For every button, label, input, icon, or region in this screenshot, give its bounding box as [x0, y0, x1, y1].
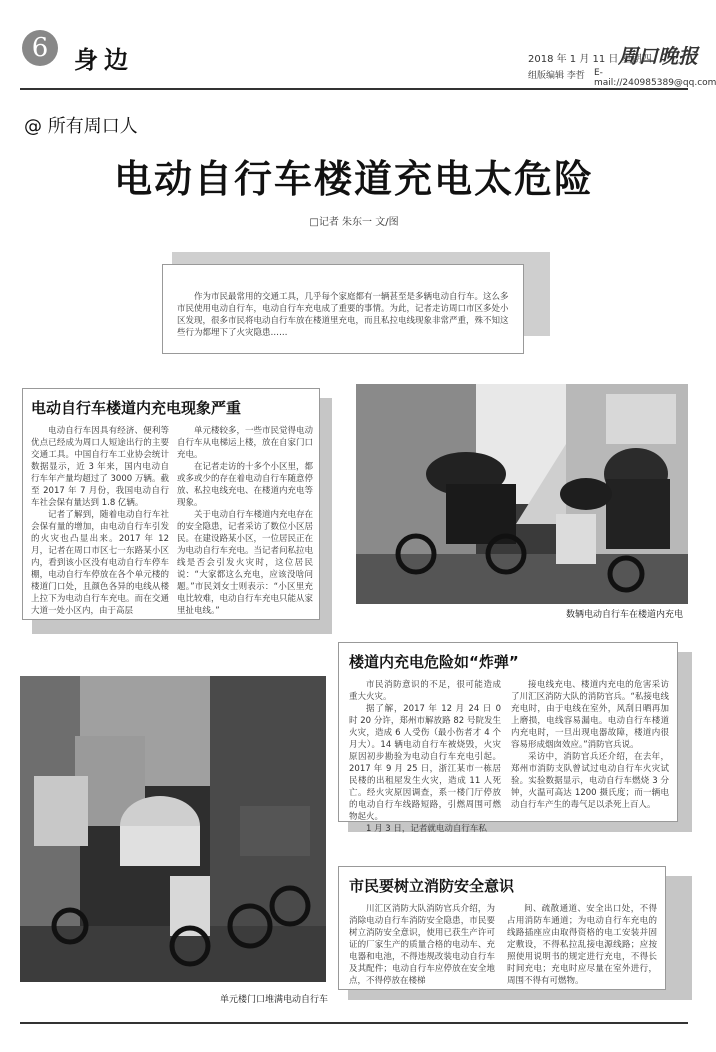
photo-illustration [356, 384, 688, 604]
paragraph: 在记者走访的十多个小区里，都或多或少的存在着电动自行车随意停放、私拉电线充电、在楼道内充电等现象。 [177, 462, 314, 508]
section2-col1 [349, 679, 501, 834]
lead-paragraph: 作为市民最常用的交通工具，几乎每个家庭都有一辆甚至是多辆电动自行车。这么多市民使用电动自行车，电动自行车充电成了重要的事情。为此，记者走访周口市区多处小区发现，很多市民将电动自行车放在楼道里充电，而且私拉电线现象非常严重，殊不知这些行为都埋下了火灾隐患…… [162, 264, 524, 354]
header-rule [20, 88, 688, 90]
editor-credit: 组版编辑 李哲 [528, 71, 585, 81]
paragraph: 1 月 3 日，记者就电动自行车私 [366, 824, 487, 834]
kicker: @ 所有周口人 [24, 116, 138, 137]
paragraph: 记者了解到，随着电动自行车社会保有量的增加，由电动自行车引发的火灾也凸显出来。2017 年 12 月，记者在周口市区七一东路某小区内，看到该小区没有电动自行车停车棚，电动自行车停放在各个单元楼的楼道门口处，且颜色各异的电线从楼上拉下为电动自行车充电。而在交通大道一处小区内，由于高层 [31, 510, 169, 616]
section1-title: 电动自行车楼道内充电现象严重 [31, 399, 242, 417]
paragraph: 单元楼较多，一些市民觉得电动自行车从电梯运上楼，放在自家门口充电。 [177, 426, 314, 460]
paper-logo: 周口晚报 [618, 44, 698, 68]
section-name: 身边 [74, 45, 134, 74]
paragraph: 电动自行车因具有经济、便利等优点已经成为周口人短途出行的主要交通工具。中国自行车工业协会统计数据显示，近 3 年来，国内电动自行车年产量均超过了 3000 万辆。截至 2017 年 7 月份，我国电动自行车社会保有量达到 1.8 亿辆。 [31, 426, 169, 508]
byline: □记者 朱东一 文/图 [309, 217, 399, 228]
paragraph: 关于电动自行车楼道内充电存在的安全隐患，记者采访了数位小区居民。在建设路某小区，一位居民正在为电动自行车充电。当记者问私拉电线是否会引发火灾时，这位居民说：“大家都这么充电，应该没啥问题。”市民刘女士则表示：“小区里充电比较难，电动自行车充电只能从家里扯电线。” [177, 510, 314, 616]
section3-col1 [349, 903, 495, 987]
photo1-caption: 数辆电动自行车在楼道内充电 [566, 610, 684, 620]
editor-email: E-mail://240985389@qq.com [594, 68, 716, 88]
paragraph: 川汇区消防大队消防官兵介绍，为消除电动自行车消防安全隐患，市民要树立消防安全意识，使用已获生产许可证的厂家生产的质量合格的电动车、充电器和电池，不得违规改装电动自行车及其配件；电动自行车应停放在安全地点，不得停放在楼梯 [349, 904, 495, 986]
photo-illustration [20, 676, 326, 982]
photo-scooters-entrance [20, 676, 326, 982]
section1-col2 [177, 425, 313, 615]
section3-box [338, 866, 666, 990]
paragraph: 据了解，2017 年 12 月 24 日 0 时 20 分许，郑州市解放路 82 号院发生火灾，造成 6 人受伤（最小伤者才 4 个月大）。14 辆电动自行车被烧毁，火灾原因初步勘验为电动自行车充电引起。2017 年 9 月 25 日，浙江某市一栋居民楼的出租屋发生火灾，造成 11 人死亡。经火灾原因调查，系一楼门厅停放的电动自行车线路短路，引燃周围可燃物起火。 [349, 704, 501, 822]
headline: 电动自行车楼道充电太危险 [113, 156, 594, 201]
paragraph: 市民消防意识的不足，很可能造成重大火灾。 [349, 680, 501, 702]
section2-box [338, 642, 678, 834]
section1-col1 [31, 425, 169, 615]
section2-col2 [511, 679, 669, 819]
section1-box [22, 388, 320, 620]
section2-title: 楼道内充电危险如“炸弹” [349, 653, 519, 671]
paragraph: 接电线充电、楼道内充电的危害采访了川汇区消防大队的消防官兵。“私接电线充电时，由于电线在室外，风刮日晒再加上磨损，电线容易漏电。电动自行车楼道内充电时，一旦出现电器故障，楼道内很容易形成烟囱效应。”消防官兵说。 [511, 680, 669, 750]
section3-col2 [507, 903, 657, 987]
photo-scooters-hallway [356, 384, 688, 604]
issue-date: 2018 年 1 月 11 日 星期四 [528, 54, 652, 65]
photo2-caption: 单元楼门口堆满电动自行车 [220, 995, 329, 1005]
section3-title: 市民要树立消防安全意识 [349, 877, 515, 895]
paragraph: 采访中，消防官兵还介绍，在去年，郑州市消防支队曾试过电动自行车火灾试验。实验数据显示，电动自行车燃烧 3 分钟，火温可高达 1200 摄氏度；而一辆电动自行车产生的毒气足以杀死上百人。 [511, 752, 669, 810]
paragraph: 间、疏散通道、安全出口处，不得占用消防车通道；为电动自行车充电的线路插座应由取得资格的电工安装并固定敷设，不得私拉乱接电源线路；应按照使用说明书的规定进行充电，不得长时间充电；充电时应尽量在室外进行，周围不得有可燃物。 [507, 904, 657, 986]
footer-rule [20, 1022, 688, 1024]
page-number: 6 [22, 30, 58, 66]
